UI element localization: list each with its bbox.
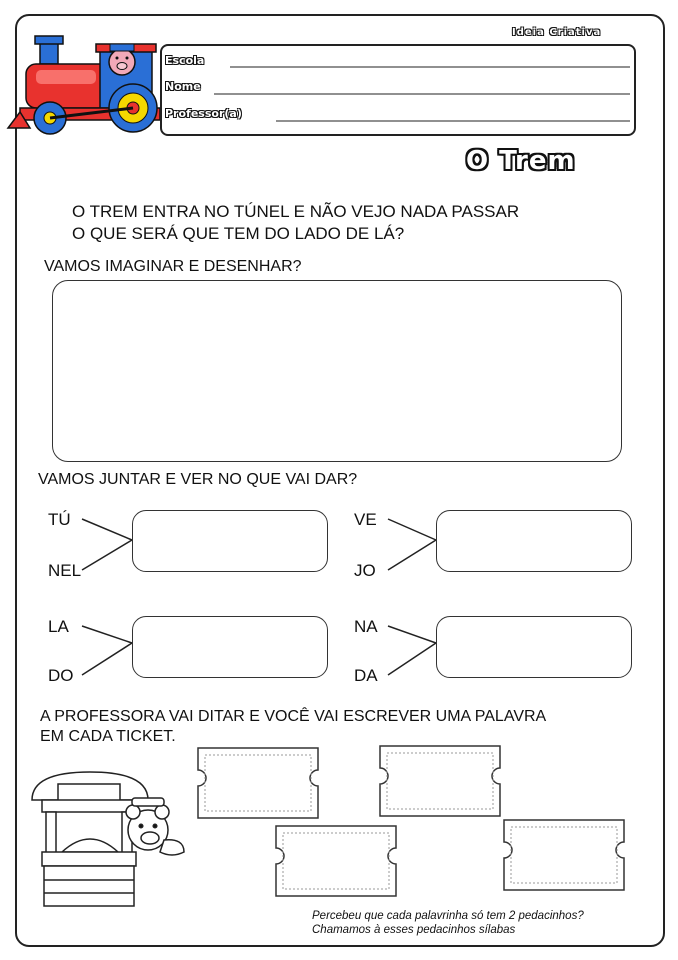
- join-instruction: VAMOS JUNTAR E VER NO QUE VAI DAR?: [38, 471, 358, 488]
- teacher-label: Professor(a): [165, 107, 242, 120]
- footer-line-2: Chamamos à esses pedacinhos sílabas: [312, 924, 516, 936]
- answer-box-4[interactable]: [436, 616, 632, 678]
- footer-line-1: Percebeu que cada palavrinha só tem 2 pedacinhos?: [312, 910, 584, 922]
- train-icon: [8, 36, 160, 134]
- ticket-booth-bear-icon: [32, 772, 184, 906]
- syllable-na: NA: [354, 617, 378, 636]
- syllable-da: DA: [354, 666, 378, 685]
- brand-label: Ideia Criativa: [512, 27, 602, 38]
- page-title: O Trem: [466, 146, 576, 176]
- dictation-instruction-line-1: A PROFESSORA VAI DITAR E VOCÊ VAI ESCREVER UMA PALAVRA: [40, 708, 547, 725]
- drawing-instruction: VAMOS IMAGINAR E DESENHAR?: [44, 258, 302, 275]
- name-field[interactable]: [214, 79, 630, 95]
- ticket-2: [380, 746, 500, 816]
- answer-box-2[interactable]: [436, 510, 632, 572]
- ticket-3: [276, 826, 396, 896]
- ticket-4: [504, 820, 624, 890]
- poem-line-2: O QUE SERÁ QUE TEM DO LADO DE LÁ?: [72, 224, 405, 243]
- drawing-area[interactable]: [52, 280, 622, 462]
- dictation-instruction-line-2: EM CADA TICKET.: [40, 728, 176, 745]
- syllable-la: LA: [48, 617, 69, 636]
- tickets: [198, 746, 624, 896]
- school-field[interactable]: [230, 52, 630, 68]
- answer-box-3[interactable]: [132, 616, 328, 678]
- syllable-ve: VE: [354, 510, 377, 529]
- syllable-nel: NEL: [48, 561, 82, 580]
- syllable-jo: JO: [354, 561, 376, 580]
- name-label: Nome: [165, 80, 201, 93]
- syllable-tu: TÚ: [48, 510, 71, 529]
- answer-box-1[interactable]: [132, 510, 328, 572]
- school-label: Escola: [165, 54, 205, 67]
- syllable-do: DO: [48, 666, 74, 685]
- teacher-field[interactable]: [276, 106, 630, 122]
- ticket-1: [198, 748, 318, 818]
- poem-line-1: O TREM ENTRA NO TÚNEL E NÃO VEJO NADA PASSAR: [72, 202, 520, 221]
